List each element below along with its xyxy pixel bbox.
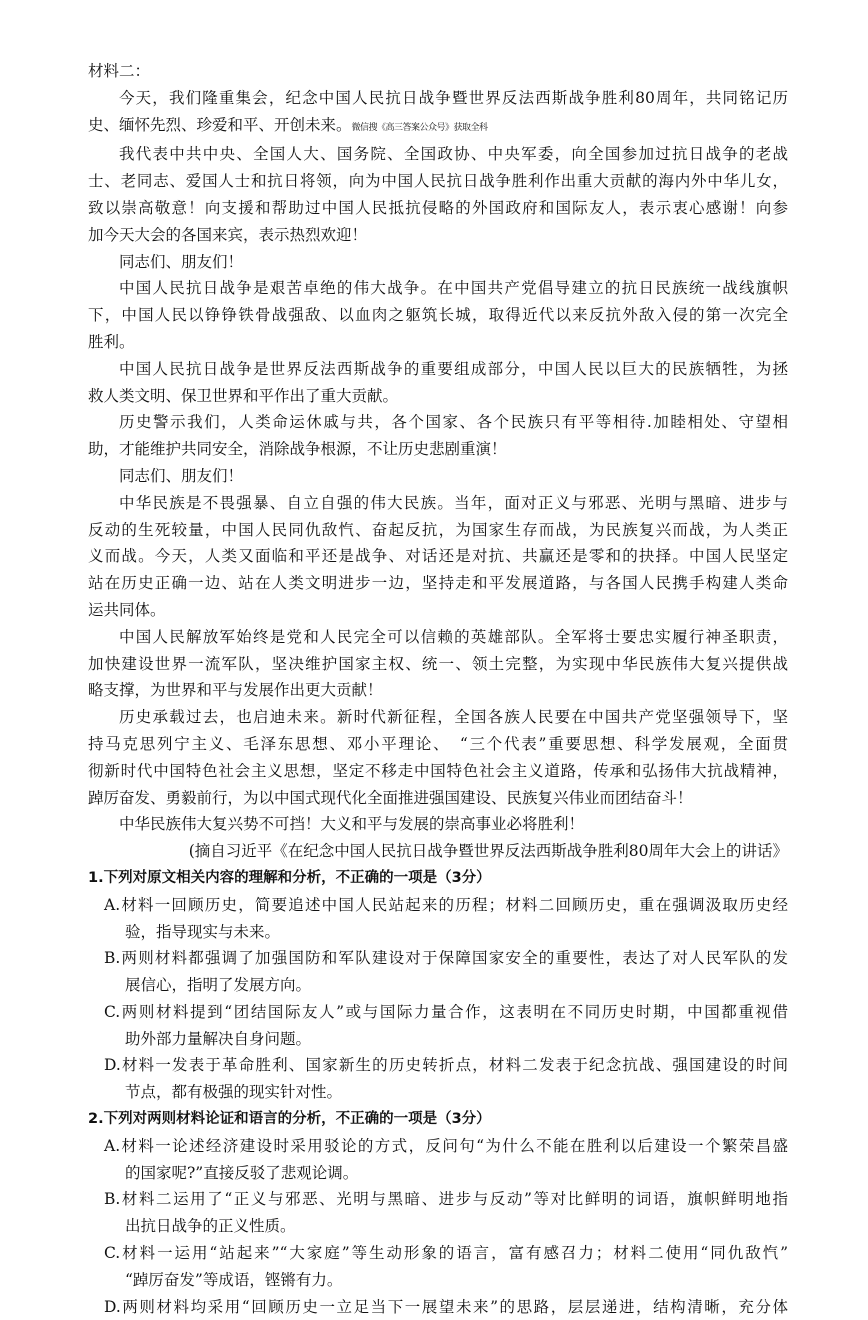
option-a[interactable] [88,892,788,946]
text-line: 踔厉奋发、勇毅前行，为以中国式现代化全面推进强国建设、民族复兴伟业而团结奋斗！ [88,788,693,807]
question-stem: 2.下列对两则材料论证和语言的分析，不正确的一项是（3分） [88,1111,491,1128]
paragraph [88,409,788,463]
document-page [88,58,788,1320]
option-line: 助外部力量解决自身问题。 [125,1029,312,1048]
text-line: 同志们、朋友们！ [119,466,244,485]
text-line: 略支撑，为世界和平与发展作出更大贡献！ [88,681,383,700]
text-line: 助，才能维护共同安全，消除战争根源，不让历史悲剧重演！ [88,440,507,459]
text-line: 加快建设世界一流军队，坚决维护国家主权、统一、领土完整，为实现中华民族伟大复兴提供战 [88,654,788,673]
option-d[interactable] [88,1052,788,1106]
text-line: 救人类文明、保卫世界和平作出了重大贡献。 [88,386,399,405]
text-line: 中国人民抗日战争是世界反法西斯战争的重要组成部分，中国人民以巨大的民族牺牲，为拯 [119,359,788,378]
text-line: 历史承载过去，也启迪未来。新时代新征程，全国各族人民要在中国共产党坚强领导下，坚 [119,708,788,727]
option-c[interactable] [88,999,788,1053]
text-line: 中华民族伟大复兴势不可挡！大义和平与发展的崇高事业必将胜利！ [119,815,585,834]
option-a[interactable] [88,1133,788,1187]
text-line: 义而战。今天，人类又面临和平还是战争、对话还是对抗、共赢还是零和的抉择。中国人民坚定 [88,547,788,566]
text-line: 彻新时代中国特色社会主义思想，坚定不移走中国特色社会主义道路，传承和弘扬伟大抗战精神， [88,761,788,780]
option-b[interactable] [88,1186,788,1240]
text-line: 下，中国人民以铮铮铁骨战强敌、以血肉之躯筑长城，取得近代以来反抗外敌入侵的第一次完全 [88,306,788,325]
option-line: D.两则材料均采用“回顾历史一立足当下一展望未来”的思路，层层递进，结构清晰，充分体 [104,1297,788,1316]
option-line: 的国家呢?”直接反驳了悲观论调。 [125,1163,359,1182]
text-line: 加今天大会的各国来宾，表示热烈欢迎！ [88,225,368,244]
paragraph [88,463,788,490]
paragraph [88,356,788,410]
option-line: A.材料一回顾历史，简要追述中国人民站起来的历程；材料二回顾历史，重在强调汲取历史经 [104,895,788,914]
text-line: 士、老同志、爱国人士和抗日将领，向为中国人民抗日战争胜利作出重大贡献的海内外中华儿女， [88,172,788,191]
text-line: 持马克思列宁主义、毛泽东思想、邓小平理论、 “三个代表”重要思想、科学发展观，全面贯 [88,734,788,753]
question-stem: 1.下列对原文相关内容的理解和分析，不正确的一项是（3分） [88,869,491,886]
text-line: 致以崇高敬意！向支援和帮助过中国人民抵抗侵略的外国政府和国际友人，表示衷心感谢！向参 [88,198,788,217]
paragraph [88,811,788,838]
option-line: 展信心，指明了发展方向。 [125,976,312,995]
text-line: 今天，我们隆重集会，纪念中国人民抗日战争暨世界反法西斯战争胜利80周年，共同铭记历 [119,88,788,107]
text-line: 站在历史正确一边、站在人类文明进步一边，坚持走和平发展道路，与各国人民携手构建人类命 [88,574,788,593]
text-line: 中华民族是不畏强暴、自立自强的伟大民族。当年，面对正义与邪恶、光明与黑暗、进步与 [119,493,788,512]
option-line: D.材料一发表于革命胜利、国家新生的历史转折点，材料二发表于纪念抗战、强国建设的时间 [104,1056,788,1075]
option-line: 出抗日战争的正义性质。 [125,1217,296,1236]
paragraph [88,704,788,811]
paragraph [88,624,788,704]
text-line: 反动的生死较量，中国人民同仇敌忾、奋起反抗，为国家生存而战，为民族复兴而战，为人类正 [88,520,788,539]
option-line: 节点，都有极强的现实针对性。 [125,1083,343,1102]
option-line: C.材料一运用“站起来”“大家庭”等生动形象的语言，富有感召力；材料二使用“同仇敌忾” [104,1244,788,1263]
material-label: 材料二： [88,62,151,80]
option-line: B.两则材料都强调了加强国防和军队建设对于保障国家安全的重要性，表达了对人民军队的发 [104,949,788,968]
question-2 [88,1106,788,1320]
text-line: 中国人民抗日战争是艰苦卓绝的伟大战争。在中国共产党倡导建立的抗日民族统一战线旗帜 [119,279,788,298]
paragraph [88,85,788,142]
text-line: 历史警示我们，人类命运休戚与共，各个国家、各个民族只有平等相待.加睦相处、守望相 [119,413,788,432]
paragraph [88,141,788,248]
text-line: 中国人民解放军始终是党和人民完全可以信赖的英雄部队。全军将士要忠实履行神圣职责， [119,627,788,646]
option-line: “踔厉奋发”等成语，铿锵有力。 [125,1270,343,1289]
text-line: 运共同体。 [88,600,166,619]
text-line: 史、缅怀先烈、珍爱和平、开创未来。微信搜《高三答案公众号》获取全科 [88,115,488,134]
option-line: B.材料二运用了“正义与邪恶、光明与黑暗、进步与反动”等对比鲜明的词语，旗帜鲜明地指 [104,1190,788,1209]
paragraph [88,249,788,276]
text-line: 我代表中共中央、全国人大、国务院、全国政协、中央军委，向全国参加过抗日战争的老战 [119,145,788,164]
option-line: 验，指导现实与未来。 [125,922,281,941]
watermark-text: 微信搜《高三答案公众号》获取全科 [351,122,488,133]
text-line: 胜利。 [88,332,135,351]
option-c[interactable] [88,1240,788,1294]
option-d[interactable] [88,1294,788,1320]
source-citation: (摘自习近平《在纪念中国人民抗日战争暨世界反法西斯战争胜利80周年大会上的讲话》 [188,842,788,861]
paragraph [88,490,788,624]
option-line: A.材料一论述经济建设时采用驳论的方式，反问句“为什么不能在胜利以后建设一个繁荣昌盛 [104,1136,788,1155]
question-1 [88,865,788,1106]
text-line: 同志们、朋友们！ [119,252,244,271]
paragraph [88,275,788,355]
option-line: C.两则材料提到“团结国际友人”或与国际力量合作，这表明在不同历史时期，中国都重视借 [104,1002,788,1021]
option-b[interactable] [88,945,788,999]
